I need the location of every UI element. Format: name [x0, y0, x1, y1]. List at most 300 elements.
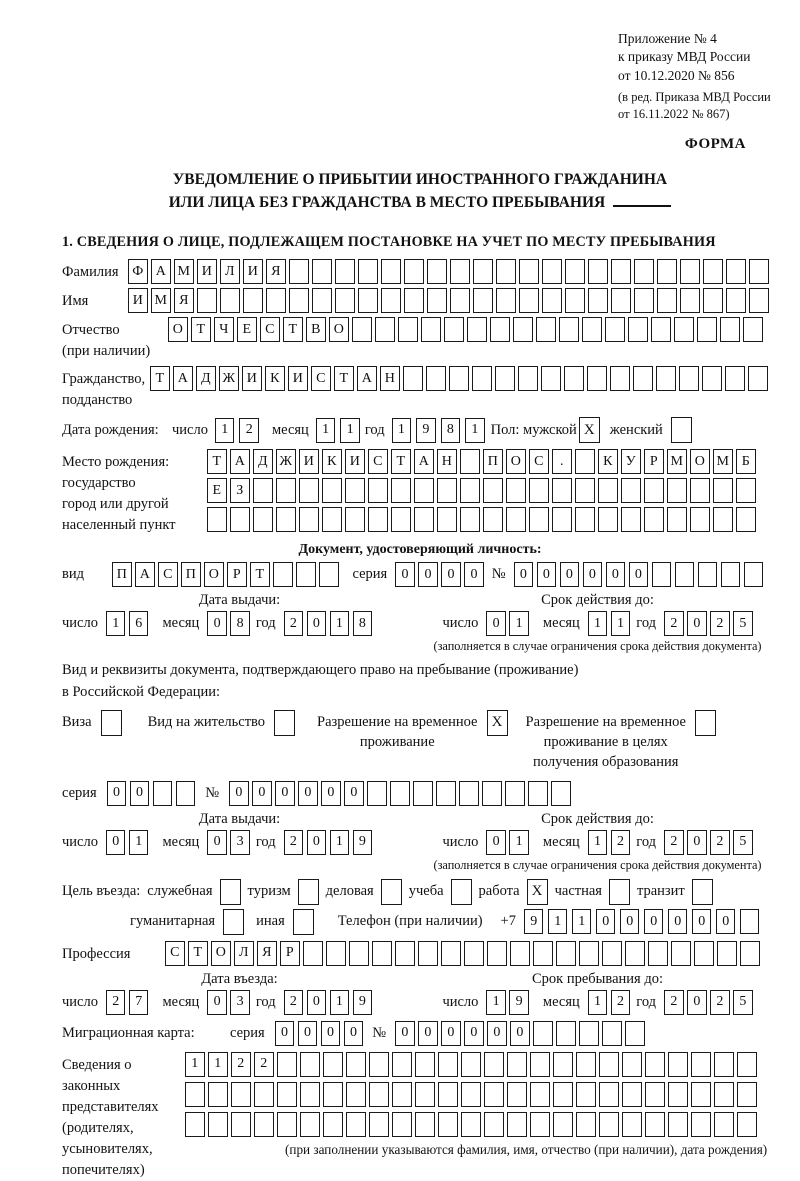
char-cell[interactable] — [645, 1052, 665, 1077]
char-cell[interactable]: 0 — [207, 830, 227, 855]
char-cell[interactable] — [602, 1021, 622, 1046]
char-cell[interactable]: М — [667, 449, 687, 474]
char-cell[interactable]: 0 — [583, 562, 603, 587]
char-cell[interactable]: 0 — [560, 562, 580, 587]
char-cell[interactable]: 0 — [321, 781, 341, 806]
char-cell[interactable]: М — [151, 288, 171, 313]
char-cell[interactable] — [533, 941, 553, 966]
char-cell[interactable]: С — [158, 562, 178, 587]
char-cell[interactable]: Р — [644, 449, 664, 474]
char-cell[interactable]: 0 — [395, 562, 415, 587]
char-cell[interactable]: 0 — [344, 781, 364, 806]
char-cell[interactable] — [427, 288, 447, 313]
char-cell[interactable] — [599, 1052, 619, 1077]
char-cell[interactable] — [372, 941, 392, 966]
char-cell[interactable] — [299, 507, 319, 532]
char-cell[interactable] — [414, 507, 434, 532]
char-cell[interactable]: 1 — [106, 611, 126, 636]
char-cell[interactable] — [697, 317, 717, 342]
char-cell[interactable] — [553, 1112, 573, 1137]
char-cell[interactable] — [736, 507, 756, 532]
char-cell[interactable] — [436, 781, 456, 806]
char-cell[interactable] — [690, 478, 710, 503]
char-cell[interactable] — [565, 259, 585, 284]
char-cell[interactable]: 2 — [664, 611, 684, 636]
char-cell[interactable] — [460, 449, 480, 474]
char-cell[interactable] — [437, 507, 457, 532]
char-cell[interactable] — [556, 941, 576, 966]
char-cell[interactable]: Т — [391, 449, 411, 474]
char-cell[interactable]: 2 — [664, 830, 684, 855]
char-cell[interactable] — [599, 1082, 619, 1107]
char-cell[interactable]: О — [506, 449, 526, 474]
char-cell[interactable] — [625, 1021, 645, 1046]
char-cell[interactable] — [335, 288, 355, 313]
char-cell[interactable]: 0 — [510, 1021, 530, 1046]
char-cell[interactable]: 0 — [321, 1021, 341, 1046]
char-cell[interactable] — [322, 478, 342, 503]
char-cell[interactable]: 0 — [537, 562, 557, 587]
char-cell[interactable]: Н — [380, 366, 400, 391]
char-cell[interactable] — [690, 507, 710, 532]
char-cell[interactable] — [588, 288, 608, 313]
char-cell[interactable]: 2 — [710, 611, 730, 636]
char-cell[interactable] — [680, 259, 700, 284]
char-cell[interactable] — [392, 1112, 412, 1137]
char-cell[interactable] — [375, 317, 395, 342]
char-cell[interactable]: 0 — [716, 909, 736, 934]
char-cell[interactable]: Т — [191, 317, 211, 342]
char-cell[interactable]: С — [368, 449, 388, 474]
char-cell[interactable] — [749, 259, 769, 284]
char-cell[interactable]: 0 — [298, 781, 318, 806]
purpose-business-checkbox[interactable] — [381, 879, 402, 905]
char-cell[interactable]: 0 — [275, 781, 295, 806]
char-cell[interactable]: 2 — [710, 830, 730, 855]
char-cell[interactable] — [610, 366, 630, 391]
char-cell[interactable] — [671, 941, 691, 966]
char-cell[interactable] — [220, 288, 240, 313]
char-cell[interactable] — [273, 562, 293, 587]
char-cell[interactable] — [691, 1082, 711, 1107]
char-cell[interactable] — [358, 288, 378, 313]
char-cell[interactable] — [576, 1082, 596, 1107]
char-cell[interactable] — [496, 259, 516, 284]
char-cell[interactable] — [450, 259, 470, 284]
char-cell[interactable] — [392, 1052, 412, 1077]
char-cell[interactable]: Р — [280, 941, 300, 966]
char-cell[interactable] — [542, 288, 562, 313]
char-cell[interactable] — [605, 317, 625, 342]
char-cell[interactable] — [582, 317, 602, 342]
char-cell[interactable] — [668, 1112, 688, 1137]
char-cell[interactable] — [438, 1082, 458, 1107]
char-cell[interactable] — [437, 478, 457, 503]
char-cell[interactable] — [530, 1082, 550, 1107]
char-cell[interactable]: 3 — [230, 830, 250, 855]
char-cell[interactable] — [254, 1112, 274, 1137]
char-cell[interactable] — [721, 562, 741, 587]
char-cell[interactable] — [737, 1112, 757, 1137]
char-cell[interactable] — [496, 288, 516, 313]
char-cell[interactable]: Т — [283, 317, 303, 342]
char-cell[interactable] — [703, 288, 723, 313]
char-cell[interactable] — [185, 1082, 205, 1107]
char-cell[interactable]: 1 — [330, 990, 350, 1015]
char-cell[interactable]: 0 — [275, 1021, 295, 1046]
char-cell[interactable]: 2 — [284, 830, 304, 855]
char-cell[interactable]: 2 — [254, 1052, 274, 1077]
char-cell[interactable]: 0 — [307, 990, 327, 1015]
char-cell[interactable] — [536, 317, 556, 342]
char-cell[interactable]: 6 — [129, 611, 149, 636]
char-cell[interactable]: 0 — [441, 562, 461, 587]
char-cell[interactable] — [300, 1052, 320, 1077]
char-cell[interactable]: О — [211, 941, 231, 966]
char-cell[interactable]: И — [299, 449, 319, 474]
char-cell[interactable]: 2 — [284, 990, 304, 1015]
purpose-transit-checkbox[interactable] — [692, 879, 713, 905]
char-cell[interactable] — [444, 317, 464, 342]
char-cell[interactable] — [528, 781, 548, 806]
char-cell[interactable] — [714, 1112, 734, 1137]
char-cell[interactable] — [628, 317, 648, 342]
char-cell[interactable] — [691, 1052, 711, 1077]
char-cell[interactable]: А — [230, 449, 250, 474]
char-cell[interactable]: . — [552, 449, 572, 474]
char-cell[interactable] — [427, 259, 447, 284]
char-cell[interactable]: 0 — [307, 611, 327, 636]
purpose-work-checkbox[interactable]: X — [527, 879, 548, 905]
char-cell[interactable]: 0 — [620, 909, 640, 934]
char-cell[interactable] — [368, 478, 388, 503]
char-cell[interactable] — [421, 317, 441, 342]
char-cell[interactable] — [744, 562, 764, 587]
char-cell[interactable] — [323, 1052, 343, 1077]
char-cell[interactable] — [472, 366, 492, 391]
char-cell[interactable]: 0 — [514, 562, 534, 587]
char-cell[interactable]: Т — [150, 366, 170, 391]
char-cell[interactable] — [530, 1112, 550, 1137]
char-cell[interactable]: С — [529, 449, 549, 474]
char-cell[interactable] — [398, 317, 418, 342]
char-cell[interactable]: Ч — [214, 317, 234, 342]
char-cell[interactable]: 8 — [441, 418, 461, 443]
char-cell[interactable] — [513, 317, 533, 342]
char-cell[interactable] — [303, 941, 323, 966]
char-cell[interactable] — [644, 478, 664, 503]
visa-checkbox[interactable] — [101, 710, 122, 736]
char-cell[interactable] — [657, 288, 677, 313]
char-cell[interactable]: 8 — [353, 611, 373, 636]
char-cell[interactable]: 1 — [208, 1052, 228, 1077]
char-cell[interactable] — [461, 1082, 481, 1107]
char-cell[interactable] — [289, 259, 309, 284]
char-cell[interactable] — [575, 507, 595, 532]
char-cell[interactable]: 1 — [509, 830, 529, 855]
char-cell[interactable]: Я — [257, 941, 277, 966]
char-cell[interactable] — [674, 317, 694, 342]
char-cell[interactable]: 1 — [215, 418, 235, 443]
char-cell[interactable]: И — [243, 259, 263, 284]
char-cell[interactable] — [510, 941, 530, 966]
char-cell[interactable] — [529, 478, 549, 503]
char-cell[interactable] — [621, 478, 641, 503]
char-cell[interactable]: 1 — [129, 830, 149, 855]
char-cell[interactable] — [415, 1112, 435, 1137]
char-cell[interactable] — [312, 288, 332, 313]
char-cell[interactable]: 9 — [524, 909, 544, 934]
char-cell[interactable] — [438, 1112, 458, 1137]
char-cell[interactable] — [519, 288, 539, 313]
char-cell[interactable]: Л — [234, 941, 254, 966]
char-cell[interactable]: 0 — [464, 562, 484, 587]
purpose-study-checkbox[interactable] — [451, 879, 472, 905]
char-cell[interactable] — [634, 288, 654, 313]
char-cell[interactable] — [231, 1082, 251, 1107]
char-cell[interactable]: Я — [266, 259, 286, 284]
char-cell[interactable]: П — [483, 449, 503, 474]
char-cell[interactable]: 1 — [340, 418, 360, 443]
char-cell[interactable]: С — [311, 366, 331, 391]
char-cell[interactable]: 8 — [230, 611, 250, 636]
char-cell[interactable] — [714, 1052, 734, 1077]
char-cell[interactable]: 1 — [548, 909, 568, 934]
char-cell[interactable]: А — [135, 562, 155, 587]
char-cell[interactable] — [390, 781, 410, 806]
char-cell[interactable] — [197, 288, 217, 313]
char-cell[interactable] — [726, 288, 746, 313]
char-cell[interactable]: 0 — [130, 781, 150, 806]
char-cell[interactable] — [335, 259, 355, 284]
char-cell[interactable] — [611, 259, 631, 284]
char-cell[interactable] — [253, 507, 273, 532]
purpose-private-checkbox[interactable] — [609, 879, 630, 905]
char-cell[interactable] — [473, 259, 493, 284]
char-cell[interactable]: 9 — [353, 830, 373, 855]
char-cell[interactable] — [461, 1112, 481, 1137]
char-cell[interactable] — [319, 562, 339, 587]
char-cell[interactable] — [530, 1052, 550, 1077]
char-cell[interactable] — [576, 1052, 596, 1077]
char-cell[interactable]: Т — [250, 562, 270, 587]
char-cell[interactable]: 0 — [464, 1021, 484, 1046]
char-cell[interactable]: 1 — [509, 611, 529, 636]
sex-female-checkbox[interactable] — [671, 417, 692, 443]
char-cell[interactable]: 0 — [252, 781, 272, 806]
char-cell[interactable]: Д — [196, 366, 216, 391]
temp-residence-checkbox[interactable]: X — [487, 710, 508, 736]
char-cell[interactable] — [438, 1052, 458, 1077]
char-cell[interactable] — [381, 259, 401, 284]
char-cell[interactable]: У — [621, 449, 641, 474]
char-cell[interactable] — [289, 288, 309, 313]
char-cell[interactable] — [404, 259, 424, 284]
char-cell[interactable] — [713, 478, 733, 503]
char-cell[interactable]: 0 — [668, 909, 688, 934]
char-cell[interactable]: 0 — [441, 1021, 461, 1046]
char-cell[interactable] — [737, 1052, 757, 1077]
char-cell[interactable]: 5 — [733, 830, 753, 855]
char-cell[interactable] — [565, 288, 585, 313]
char-cell[interactable]: 0 — [298, 1021, 318, 1046]
char-cell[interactable] — [464, 941, 484, 966]
temp-residence-education-checkbox[interactable] — [695, 710, 716, 736]
char-cell[interactable] — [487, 941, 507, 966]
char-cell[interactable]: 2 — [664, 990, 684, 1015]
char-cell[interactable] — [277, 1052, 297, 1077]
char-cell[interactable]: С — [165, 941, 185, 966]
char-cell[interactable] — [702, 366, 722, 391]
char-cell[interactable] — [633, 366, 653, 391]
char-cell[interactable] — [748, 366, 768, 391]
char-cell[interactable] — [714, 1082, 734, 1107]
char-cell[interactable] — [208, 1112, 228, 1137]
char-cell[interactable] — [651, 317, 671, 342]
purpose-humanitarian-checkbox[interactable] — [223, 909, 244, 935]
char-cell[interactable]: Т — [334, 366, 354, 391]
char-cell[interactable] — [346, 1082, 366, 1107]
char-cell[interactable]: Т — [188, 941, 208, 966]
char-cell[interactable]: 0 — [486, 611, 506, 636]
char-cell[interactable]: 0 — [418, 1021, 438, 1046]
char-cell[interactable] — [153, 781, 173, 806]
char-cell[interactable] — [345, 478, 365, 503]
char-cell[interactable]: И — [242, 366, 262, 391]
char-cell[interactable]: 2 — [611, 990, 631, 1015]
char-cell[interactable] — [645, 1112, 665, 1137]
char-cell[interactable] — [667, 478, 687, 503]
char-cell[interactable]: Л — [220, 259, 240, 284]
char-cell[interactable]: Е — [237, 317, 257, 342]
char-cell[interactable] — [668, 1082, 688, 1107]
char-cell[interactable] — [622, 1112, 642, 1137]
char-cell[interactable] — [556, 1021, 576, 1046]
char-cell[interactable]: Ж — [276, 449, 296, 474]
char-cell[interactable] — [559, 317, 579, 342]
char-cell[interactable] — [720, 317, 740, 342]
purpose-tourism-checkbox[interactable] — [298, 879, 319, 905]
char-cell[interactable] — [743, 317, 763, 342]
char-cell[interactable] — [713, 507, 733, 532]
char-cell[interactable]: И — [128, 288, 148, 313]
char-cell[interactable] — [358, 259, 378, 284]
char-cell[interactable]: 1 — [316, 418, 336, 443]
char-cell[interactable] — [587, 366, 607, 391]
char-cell[interactable] — [207, 507, 227, 532]
char-cell[interactable]: 7 — [129, 990, 149, 1015]
char-cell[interactable]: А — [357, 366, 377, 391]
char-cell[interactable] — [418, 941, 438, 966]
char-cell[interactable] — [450, 288, 470, 313]
char-cell[interactable]: К — [322, 449, 342, 474]
char-cell[interactable] — [414, 478, 434, 503]
char-cell[interactable] — [367, 781, 387, 806]
char-cell[interactable] — [552, 507, 572, 532]
char-cell[interactable] — [533, 1021, 553, 1046]
char-cell[interactable] — [737, 1082, 757, 1107]
char-cell[interactable] — [576, 1112, 596, 1137]
char-cell[interactable]: 0 — [395, 1021, 415, 1046]
char-cell[interactable] — [185, 1112, 205, 1137]
char-cell[interactable]: А — [173, 366, 193, 391]
char-cell[interactable] — [726, 259, 746, 284]
char-cell[interactable] — [403, 366, 423, 391]
char-cell[interactable] — [404, 288, 424, 313]
char-cell[interactable]: 0 — [629, 562, 649, 587]
char-cell[interactable] — [553, 1052, 573, 1077]
char-cell[interactable] — [369, 1052, 389, 1077]
char-cell[interactable]: 3 — [230, 990, 250, 1015]
char-cell[interactable] — [505, 781, 525, 806]
char-cell[interactable] — [253, 478, 273, 503]
char-cell[interactable] — [648, 941, 668, 966]
char-cell[interactable]: 0 — [207, 990, 227, 1015]
char-cell[interactable] — [426, 366, 446, 391]
char-cell[interactable]: 0 — [606, 562, 626, 587]
char-cell[interactable] — [657, 259, 677, 284]
char-cell[interactable] — [415, 1082, 435, 1107]
char-cell[interactable] — [323, 1082, 343, 1107]
char-cell[interactable]: 0 — [344, 1021, 364, 1046]
char-cell[interactable] — [740, 941, 760, 966]
char-cell[interactable]: О — [168, 317, 188, 342]
char-cell[interactable] — [740, 909, 760, 934]
char-cell[interactable] — [598, 507, 618, 532]
char-cell[interactable]: К — [265, 366, 285, 391]
char-cell[interactable] — [482, 781, 502, 806]
char-cell[interactable]: 1 — [486, 990, 506, 1015]
char-cell[interactable] — [667, 507, 687, 532]
char-cell[interactable]: 0 — [229, 781, 249, 806]
char-cell[interactable] — [300, 1082, 320, 1107]
char-cell[interactable] — [326, 941, 346, 966]
char-cell[interactable] — [622, 1052, 642, 1077]
char-cell[interactable] — [529, 507, 549, 532]
char-cell[interactable] — [230, 507, 250, 532]
char-cell[interactable]: О — [204, 562, 224, 587]
char-cell[interactable] — [459, 781, 479, 806]
char-cell[interactable]: 1 — [588, 990, 608, 1015]
char-cell[interactable]: Н — [437, 449, 457, 474]
char-cell[interactable]: 5 — [733, 611, 753, 636]
char-cell[interactable]: 0 — [487, 1021, 507, 1046]
char-cell[interactable] — [644, 507, 664, 532]
char-cell[interactable]: 0 — [307, 830, 327, 855]
char-cell[interactable] — [368, 507, 388, 532]
char-cell[interactable]: К — [598, 449, 618, 474]
char-cell[interactable]: 0 — [106, 830, 126, 855]
char-cell[interactable] — [553, 1082, 573, 1107]
char-cell[interactable] — [449, 366, 469, 391]
char-cell[interactable] — [679, 366, 699, 391]
char-cell[interactable] — [598, 478, 618, 503]
char-cell[interactable] — [518, 366, 538, 391]
char-cell[interactable]: Е — [207, 478, 227, 503]
char-cell[interactable]: 1 — [588, 611, 608, 636]
char-cell[interactable] — [395, 941, 415, 966]
char-cell[interactable]: 0 — [692, 909, 712, 934]
char-cell[interactable] — [266, 288, 286, 313]
char-cell[interactable] — [483, 478, 503, 503]
char-cell[interactable] — [588, 259, 608, 284]
char-cell[interactable] — [575, 478, 595, 503]
char-cell[interactable]: 2 — [239, 418, 259, 443]
char-cell[interactable] — [668, 1052, 688, 1077]
char-cell[interactable] — [652, 562, 672, 587]
char-cell[interactable]: 1 — [392, 418, 412, 443]
char-cell[interactable] — [542, 259, 562, 284]
